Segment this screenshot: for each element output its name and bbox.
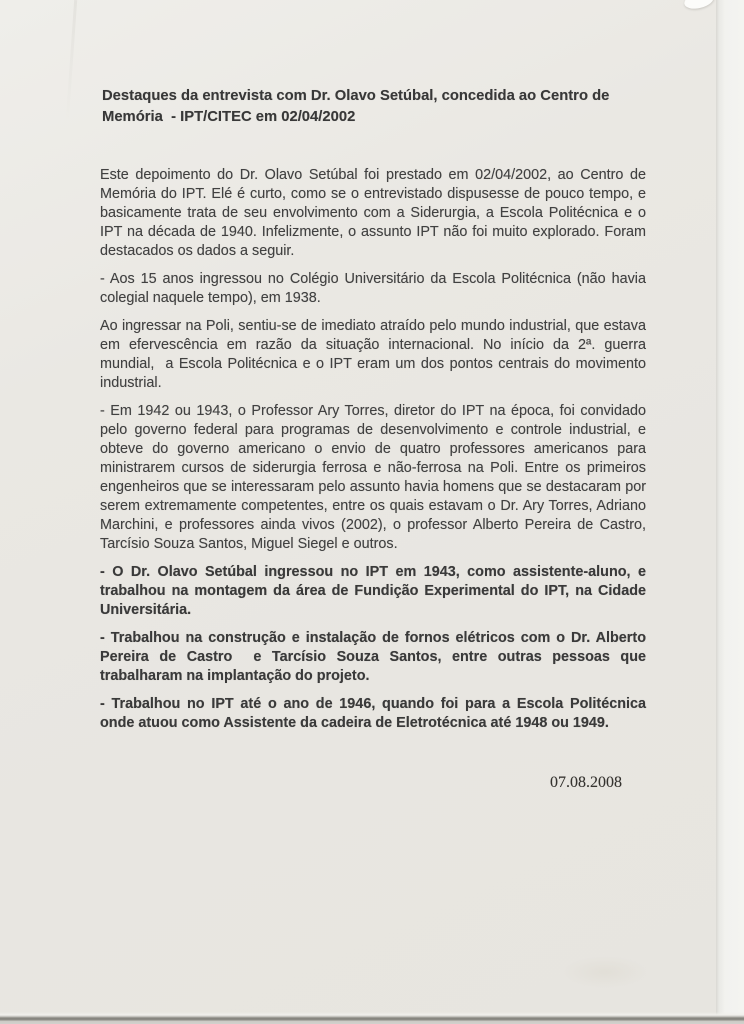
scan-right-edge [716,0,744,1017]
page-fold-mark [683,0,716,11]
document-text-block [100,0,646,792]
paper-crease [66,0,77,120]
paragraph-fornos-eletricos: - Trabalhou na construção e instalação de fornos elétricos com o Dr. Alberto Pereira de Castro e Tarcísio Souza Santos, entre outras pessoas que trabalharam na implantação do projeto. [100,630,646,684]
document-date: 07.08.2008 [550,774,622,791]
scan-bottom-edge [0,1012,744,1024]
paragraph-saida-ipt: - Trabalhou no IPT até o ano de 1946, quando foi para a Escola Politécnica onde atuou como Assistente da cadeira de Eletrotécnica até 1948 ou 1949. [100,696,646,731]
document-title: Destaques da entrevista com Dr. Olavo Setúbal, concedida ao Centro de Memória - IPT/CITEC em 02/04/2002 [102,88,610,125]
paragraph-ingresso-ipt: - O Dr. Olavo Setúbal ingressou no IPT em 1943, como assistente-aluno, e trabalhou na montagem da área de Fundição Experimental do IPT, na Cidade Universitária. [100,564,646,618]
paper-smudge [560,955,650,989]
paragraph-ingresso-poli: Ao ingressar na Poli, sentiu-se de imediato atraído pelo mundo industrial, que estava em efervescência em razão da situação internacional. No início da 2ª. guerra mundial, a Escola Politécnica e o IPT eram um dos pontos centrais do movimento industrial. [100,318,646,391]
paragraph-colegio-universitario: - Aos 15 anos ingressou no Colégio Universitário da Escola Politécnica (não havia colegial naquele tempo), em 1938. [100,271,646,306]
paragraph-ary-torres: - Em 1942 ou 1943, o Professor Ary Torres, diretor do IPT na época, foi convidado pelo governo federal para programas de desenvolvimento e controle industrial, e obteve do governo americano o envio de quatro professores americanos para ministrarem cursos de siderurgia ferrosa e não-ferrosa na Poli. Entre os primeiros engenheiros que se interessaram pelo assunto havia homens que se destacaram por serem extremamente competentes, entre os quais estavam o Dr. Ary Torres, Adriano Marchini, e professores ainda vivos (2002), o professor Alberto Pereira de Castro, Tarcísio Souza Santos, Miguel Siegel e outros. [100,403,646,552]
paragraph-intro: Este depoimento do Dr. Olavo Setúbal foi prestado em 02/04/2002, ao Centro de Memória do IPT. Elé é curto, como se o entrevistado dispusesse de pouco tempo, e basicamente trata de seu envolvimento com a Siderurgia, a Escola Politécnica e o IPT na década de 1940. Infelizmente, o assunto IPT não foi muito explorado. Foram destacados os dados a seguir. [100,167,646,259]
